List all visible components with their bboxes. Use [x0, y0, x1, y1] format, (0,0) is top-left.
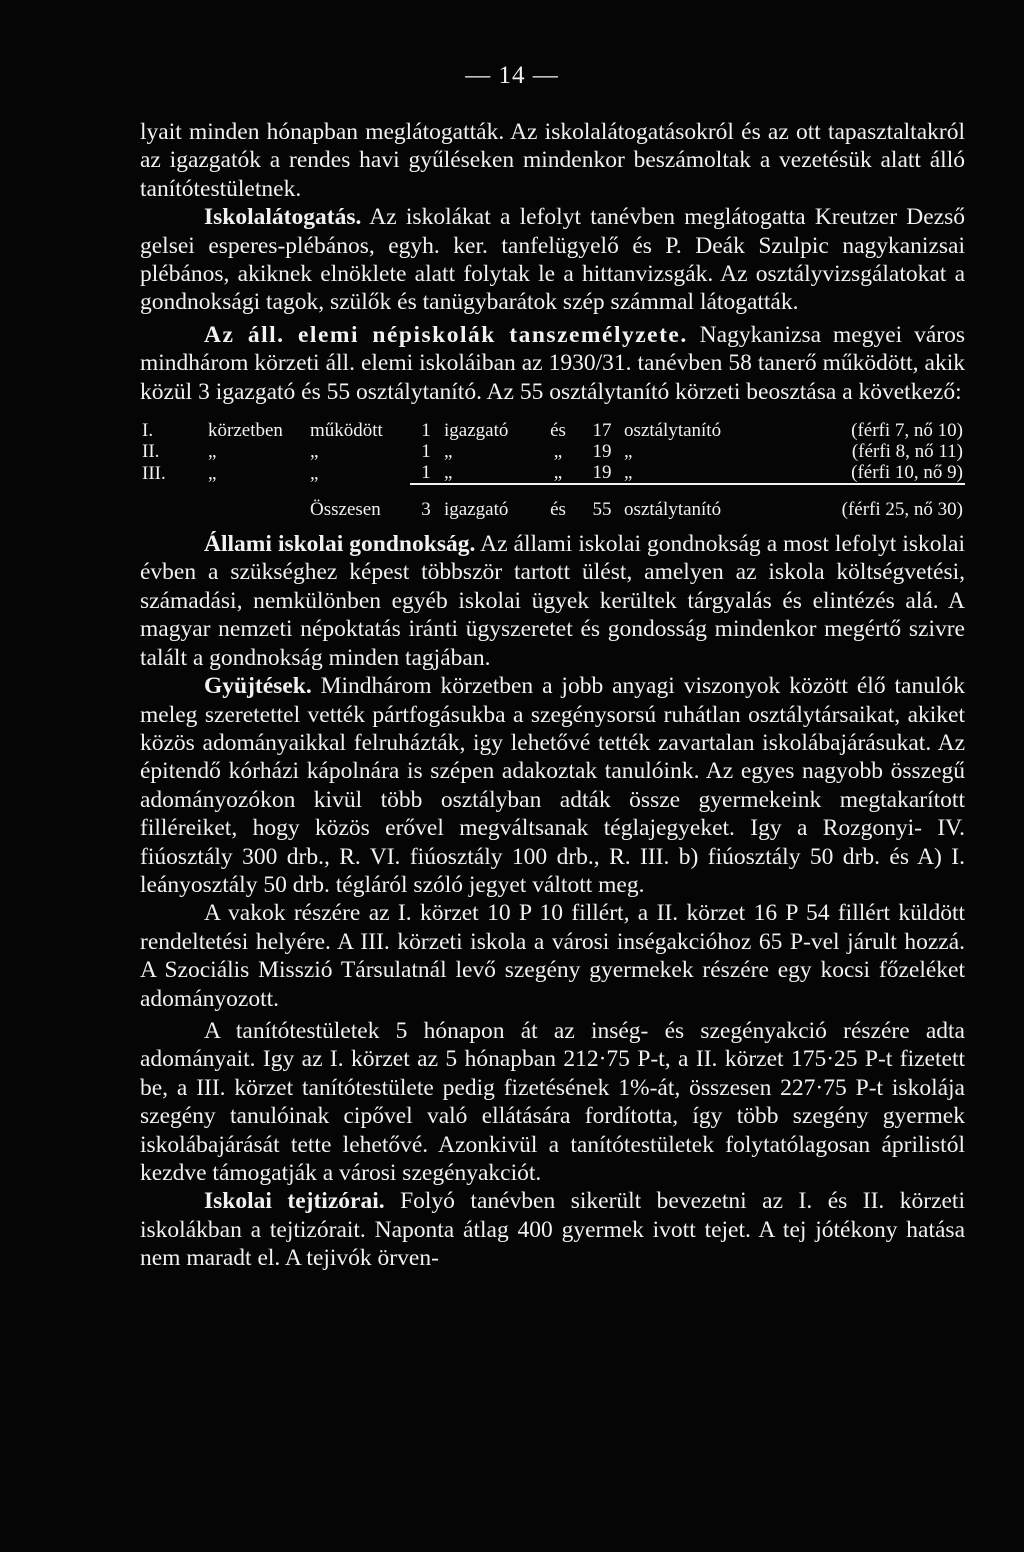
director-count: 1 [421, 441, 431, 463]
table-cell: „ [208, 462, 217, 484]
paragraph-staff-donations: A tanítótestületek 5 hónapon át az inség- és szegényakció részére adta adományait. Igy az I. körzet az 5 hónapban 212·75 P-t, a II. körzet 175·25 P-t fizetett be, a III. körzet tanítótestülete pedig fizetésének 1%-át, összesen 227·75 P-t iskolája szegény tanulóinak cipővel való ellátására fordította, így több szegény gyermek iskolábajárását tette lehetővé. Azonkivül a tanítótestületek folytatólagosan áprilistól kezdve támogatják a városi szegényakciót. [140, 1017, 965, 1186]
table-cell: „ [624, 441, 633, 463]
paragraph-text: Az iskolákat a lefolyt tanévben meglátogatta Kreutzer Dezső gelsei esperes-plébános, egyh. ker. tanfelügyelő és P. Deák Szulpic nagykanizsai plébános, akiknek elnöklete alatt folytak le a hittanvizsgák. Az osztályvizsgálatokat a gondnoksági tagok, szülők és tanügybarátok szép számmal látogatták. [140, 204, 965, 316]
table-cell: „ [553, 441, 563, 463]
table-cell: igazgató [444, 499, 509, 521]
table-cell: „ [622, 462, 748, 484]
total-gender-split: (férfi 25, nő 30) [841, 499, 963, 521]
table-cell: igazgató [444, 420, 509, 442]
table-cell: „ [310, 462, 319, 484]
table-cell: „ [208, 441, 217, 463]
table-cell: osztálytanító [624, 499, 722, 521]
total-label: Összesen [310, 498, 381, 520]
table-cell: „ [310, 441, 319, 463]
table-cell: és [550, 499, 566, 521]
table-cell: és [550, 420, 566, 442]
table-row [140, 420, 965, 441]
page-number: — 14 — [465, 62, 559, 89]
teacher-count: 19 [582, 462, 622, 484]
table-cell: „ [534, 462, 582, 484]
table-cell: osztálytanító [624, 420, 722, 442]
table-row [140, 462, 965, 484]
section-heading-collections: Gyüjtések. [204, 673, 312, 700]
paragraph-school-board [140, 530, 965, 672]
director-count: 1 [410, 462, 442, 484]
district-label: I. [142, 420, 154, 442]
teacher-count: 17 [592, 420, 612, 442]
gender-split: (férfi 8, nő 11) [851, 441, 963, 463]
section-heading-school-visits: Iskolalátogatás. [204, 204, 362, 231]
section-heading-teaching-staff: Az áll. elemi népiskolák tanszemélyzete. [204, 321, 688, 348]
table-cell: „ [442, 462, 534, 484]
table-cell: működött [310, 420, 383, 442]
district-label: II. [142, 441, 160, 463]
page-content [140, 118, 965, 1273]
total-director-count: 3 [421, 499, 431, 521]
total-teacher-count: 55 [592, 499, 612, 521]
director-count: 1 [421, 420, 431, 442]
gender-split: (férfi 10, nő 9) [748, 462, 965, 484]
table-cell: „ [444, 441, 453, 463]
district-label: III. [142, 462, 166, 484]
paragraph-continuation: lyait minden hónapban meglátogatták. Az iskolalátogatásokról és az ott tapasztaltakról az igazgatók a rendes havi gyűléseken mindenkor beszámoltak a vezetésük alatt álló tanítótestületnek. [140, 119, 965, 202]
paragraph-teaching-staff [140, 321, 965, 406]
teacher-count: 19 [592, 441, 612, 463]
gender-split: (férfi 7, nő 10) [851, 420, 963, 442]
table-total-row [140, 484, 965, 520]
paragraph-school-visits [140, 203, 965, 317]
section-heading-milk-snack: Iskolai tejtizórai. [204, 1188, 385, 1215]
section-heading-school-board: Állami iskolai gondnokság. [204, 531, 476, 558]
paragraph-collections [140, 672, 965, 899]
paragraph-text: Nagykanizsa megyei város mindhárom körzeti áll. elemi iskoláiban az 1930/31. tanévben 58 tanerő működött, akik közül 3 igazgató és 55 osztálytanító. Az 55 osztálytanító körzeti beosztása a következő: [140, 321, 966, 405]
paragraph-text: Mindhárom körzetben a jobb anyagi viszonyok között élő tanulók meleg szeretettel vették pártfogásukba a szegénysorsú ruhátlan osztálytársaikat, akiket közös adományaikkal felruházták, igy lehetővé tették zavartalan iskolábajárásukat. Az épitendő kórházi kápolnára is szépen adakoztak tanulóink. Az egyes nagyobb összegű adományozókon kivül több osztályban adták össze gyermekeink megtakarított filléreiket, hogy közös erővel megváltsanak téglajegyeket. Igy a Rozgonyi- IV. fiúosztály 300 drb., R. VI. fiúosztály 100 drb., R. III. b) fiúosztály 50 drb. és A) I. leányosztály 50 drb. tégláról szóló jegyet váltott meg. [140, 673, 965, 898]
paragraph-text: Az állami iskolai gondnokság a most lefolyt iskolai évben a szükséghez képest többször tartott ülést, amelyen az iskola költségvetési, számadási, nemkülönben egyéb iskolai ügyek kerültek tárgyalás és elintézés alá. A magyar nemzeti népoktatás iránti ügyszeretet és gondosság mindenkor megértő szivre talált a gondnokság minden tagjában. [140, 531, 965, 671]
paragraph-milk-snack [140, 1187, 965, 1272]
paragraph-blind-donations: A vakok részére az I. körzet 10 P 10 fillért, a II. körzet 16 P 54 fillért küldött rendeltetési helyére. A III. körzeti iskola a városi inségakcióhoz 65 P-vel járult hozzá. A Szociális Misszió Társulatnál levő szegény gyermekek részére egy kocsi főzeléket adományozott. [140, 900, 965, 1012]
paragraph-text: Folyó tanévben sikerült bevezetni az I. és II. körzeti iskolákban a tejtizórait. Naponta átlag 400 gyermek ivott tejet. A tej jótékony hatása nem maradt el. A tejivók örven- [140, 1188, 965, 1272]
table-cell: körzetben [208, 420, 283, 442]
table-row [140, 441, 965, 462]
district-staff-table [140, 420, 965, 520]
